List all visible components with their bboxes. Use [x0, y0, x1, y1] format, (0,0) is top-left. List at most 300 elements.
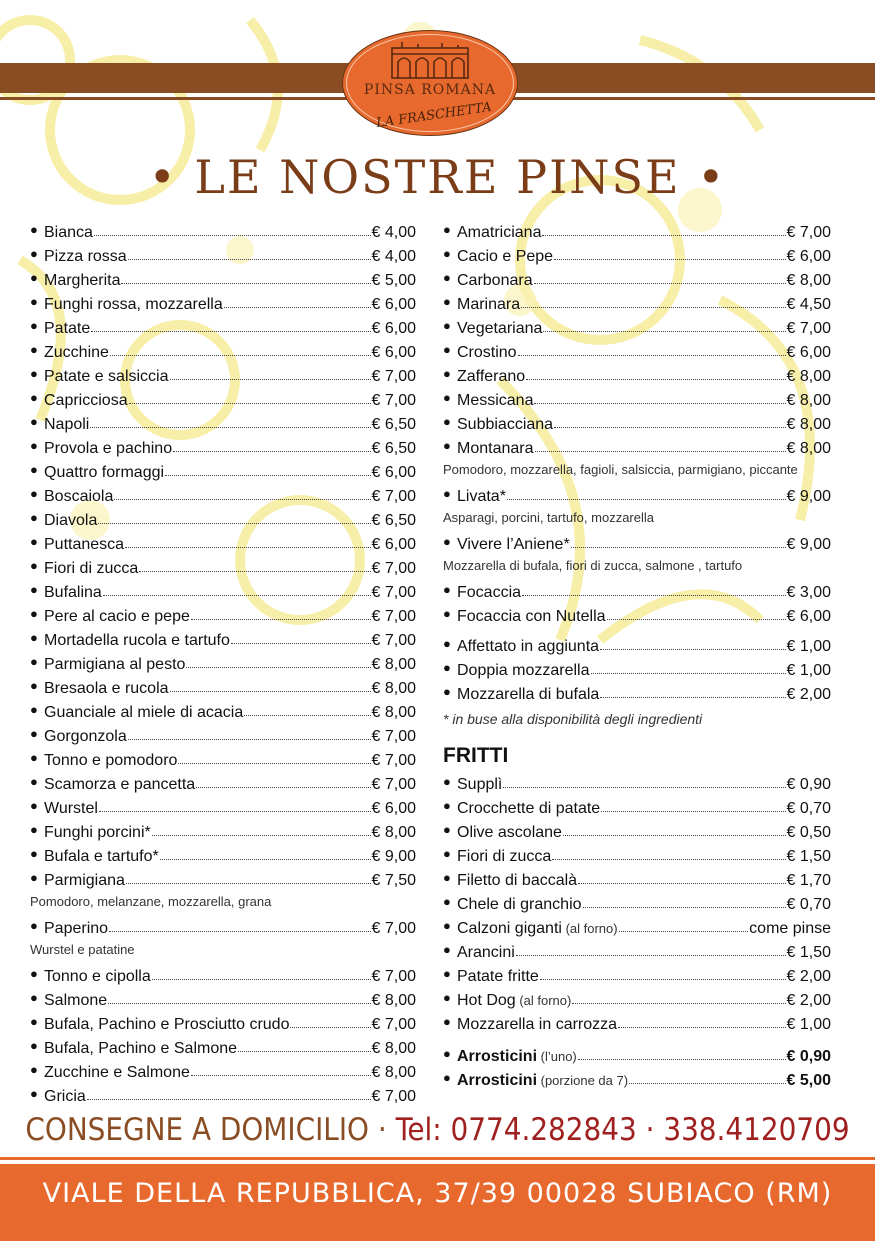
- leader-dots: [152, 834, 371, 836]
- menu-item: [443, 434, 831, 458]
- item-price: € 9,00: [786, 536, 831, 553]
- bullet-icon: ●: [30, 822, 38, 837]
- leader-dots: [128, 738, 371, 740]
- item-price: € 5,00: [371, 272, 416, 289]
- item-name: Quattro formaggi: [44, 464, 165, 481]
- item-price: € 2,00: [786, 968, 831, 985]
- leader-dots: [170, 378, 371, 380]
- item-price: € 1,50: [786, 848, 831, 865]
- bullet-icon: ●: [443, 990, 451, 1005]
- bullet-icon: ●: [30, 246, 38, 261]
- item-price: € 8,00: [371, 680, 416, 697]
- leader-dots: [518, 354, 786, 356]
- menu-item: [443, 938, 831, 962]
- bullet-icon: ●: [30, 750, 38, 765]
- item-price: € 6,50: [371, 416, 416, 433]
- section-title-fritti: FRITTI: [443, 744, 509, 767]
- leader-dots: [126, 882, 371, 884]
- menu-item: [443, 794, 831, 818]
- leader-dots: [542, 234, 785, 236]
- menu-item: [30, 962, 416, 986]
- item-name: Montanara: [457, 440, 534, 457]
- leader-dots: [224, 306, 371, 308]
- item-price: € 0,90: [786, 776, 831, 793]
- item-price: € 8,00: [371, 1064, 416, 1081]
- item-name: Guanciale al miele di acacia: [44, 704, 244, 721]
- menu-item: [30, 218, 416, 242]
- menu-column-right: [443, 218, 831, 1090]
- item-description: Wurstel e patatine: [30, 942, 135, 957]
- leader-dots: [186, 666, 370, 668]
- item-price: € 7,00: [371, 1016, 416, 1033]
- leader-dots: [516, 954, 786, 956]
- leader-dots: [139, 570, 370, 572]
- item-name: Vivere l’Aniene*: [457, 536, 570, 553]
- menu-item: [30, 266, 416, 290]
- leader-dots: [629, 1082, 785, 1084]
- leader-dots: [521, 306, 785, 308]
- bullet-icon: ●: [443, 870, 451, 885]
- item-price: € 6,00: [371, 464, 416, 481]
- tel-label: Tel:: [395, 1112, 451, 1148]
- bullet-icon: ●: [443, 342, 451, 357]
- leader-dots: [178, 762, 370, 764]
- item-price: € 8,00: [371, 704, 416, 721]
- menu-item: [443, 632, 831, 656]
- leader-dots: [91, 330, 370, 332]
- item-name: Hot Dog (al forno): [457, 992, 572, 1009]
- item-name: Tonno e cipolla: [44, 968, 151, 985]
- item-price: € 2,00: [786, 992, 831, 1009]
- item-price: € 7,00: [786, 224, 831, 241]
- item-name: Carbonara: [457, 272, 533, 289]
- item-price: € 6,00: [371, 320, 416, 337]
- bullet-icon: ●: [30, 270, 38, 285]
- leader-dots: [571, 546, 786, 548]
- bullet-icon: ●: [443, 1070, 451, 1085]
- leader-dots: [238, 1050, 371, 1052]
- bullet-icon: ●: [30, 870, 38, 885]
- item-name: Wurstel: [44, 800, 98, 817]
- menu-item: [30, 386, 416, 410]
- bullet-icon: ●: [30, 1014, 38, 1029]
- menu-item: [30, 650, 416, 674]
- item-price: € 8,00: [371, 992, 416, 1009]
- item-price: € 6,00: [786, 608, 831, 625]
- menu-column-left: [30, 218, 416, 1106]
- menu-item: [30, 242, 416, 266]
- bullet-icon: ●: [30, 582, 38, 597]
- menu-item: [443, 842, 831, 866]
- menu-item: [30, 794, 416, 818]
- leader-dots: [578, 882, 785, 884]
- bullet-icon: ●: [30, 966, 38, 981]
- leader-dots: [563, 834, 786, 836]
- leader-dots: [244, 714, 370, 716]
- leader-dots: [129, 402, 371, 404]
- leader-dots: [591, 672, 786, 674]
- item-name: Funghi porcini*: [44, 824, 151, 841]
- item-name: Chele di granchio: [457, 896, 582, 913]
- item-price: € 6,00: [371, 344, 416, 361]
- leader-dots: [534, 402, 785, 404]
- item-name: Focaccia: [457, 584, 522, 601]
- bullet-icon: ●: [30, 318, 38, 333]
- item-name: Patate fritte: [457, 968, 539, 985]
- bullet-icon: ●: [443, 438, 451, 453]
- item-extra: (porzione da 7): [537, 1073, 629, 1088]
- item-price: € 6,50: [371, 512, 416, 529]
- item-name: Bufala, Pachino e Prosciutto crudo: [44, 1016, 290, 1033]
- menu-item: [30, 746, 416, 770]
- item-name: Paperino: [44, 920, 109, 937]
- menu-item: [443, 866, 831, 890]
- leader-dots: [160, 858, 371, 860]
- bullet-icon: ●: [30, 918, 38, 933]
- item-price: € 5,00: [786, 1072, 831, 1089]
- item-name: Patate e salsiccia: [44, 368, 169, 385]
- leader-dots: [526, 378, 785, 380]
- leader-dots: [125, 546, 370, 548]
- menu-item: [443, 1066, 831, 1090]
- item-price: € 9,00: [371, 848, 416, 865]
- item-name: Scamorza e pancetta: [44, 776, 196, 793]
- item-price: € 1,00: [786, 638, 831, 655]
- bullet-icon: ●: [443, 1014, 451, 1029]
- item-name: Vegetariana: [457, 320, 543, 337]
- item-price: € 7,00: [371, 560, 416, 577]
- item-price: € 6,00: [371, 536, 416, 553]
- item-extra: (l’uno): [537, 1049, 577, 1064]
- menu-item: [30, 578, 416, 602]
- bullet-icon: ●: [30, 990, 38, 1005]
- leader-dots: [114, 498, 370, 500]
- menu-item: [30, 722, 416, 746]
- menu-item: [30, 314, 416, 338]
- item-price: € 8,00: [786, 416, 831, 433]
- logo-line-2: LA FRASCHETTA: [375, 99, 493, 132]
- menu-item: [443, 242, 831, 266]
- item-price: come pinse: [749, 920, 831, 937]
- item-description: Pomodoro, mozzarella, fagioli, salsiccia, parmigiano, piccante: [443, 462, 798, 477]
- item-name: Bresaola e rucola: [44, 680, 169, 697]
- item-name: Mozzarella di bufala: [457, 686, 600, 703]
- item-description: Pomodoro, melanzane, mozzarella, grana: [30, 894, 272, 909]
- leader-dots: [601, 810, 785, 812]
- bottom-orange-rule: [0, 1157, 875, 1160]
- menu-item: [443, 818, 831, 842]
- bullet-icon: ●: [443, 222, 451, 237]
- item-price: € 0,70: [786, 896, 831, 913]
- menu-item: [30, 1010, 416, 1034]
- item-price: € 0,50: [786, 824, 831, 841]
- item-price: € 9,00: [786, 488, 831, 505]
- menu-item: [30, 434, 416, 458]
- menu-item: [443, 962, 831, 986]
- item-price: € 7,00: [371, 920, 416, 937]
- item-name: Arrosticini (l’uno): [457, 1048, 577, 1065]
- item-name: Tonno e pomodoro: [44, 752, 178, 769]
- menu-item: [443, 602, 831, 626]
- leader-dots: [191, 618, 371, 620]
- item-price: € 8,00: [786, 392, 831, 409]
- item-name: Crostino: [457, 344, 517, 361]
- leader-dots: [110, 354, 371, 356]
- bullet-icon: ●: [30, 1062, 38, 1077]
- menu-item: [443, 338, 831, 362]
- leader-dots: [543, 330, 785, 332]
- item-name: Funghi rossa, mozzarella: [44, 296, 223, 313]
- item-price: € 7,00: [371, 968, 416, 985]
- leader-dots: [554, 426, 785, 428]
- menu-item: [443, 410, 831, 434]
- item-name: Subbiacciana: [457, 416, 554, 433]
- leader-dots: [196, 786, 370, 788]
- leader-dots: [600, 648, 785, 650]
- item-price: € 6,00: [371, 800, 416, 817]
- bullet-icon: ●: [443, 534, 451, 549]
- item-name: Margherita: [44, 272, 121, 289]
- bullet-icon: ●: [30, 1038, 38, 1053]
- menu-item: [30, 770, 416, 794]
- menu-item: [30, 554, 416, 578]
- menu-item: [30, 866, 416, 890]
- item-description: Asparagi, porcini, tartufo, mozzarella: [443, 510, 654, 525]
- item-price: € 8,00: [371, 656, 416, 673]
- item-price: € 7,00: [371, 632, 416, 649]
- menu-item: [30, 1058, 416, 1082]
- item-price: € 7,00: [371, 1088, 416, 1105]
- bullet-icon: ●: [443, 486, 451, 501]
- bullet-icon: ●: [30, 462, 38, 477]
- menu-item: [443, 1042, 831, 1066]
- item-name: Parmigiana: [44, 872, 125, 889]
- leader-dots: [98, 522, 370, 524]
- item-price: € 6,00: [786, 344, 831, 361]
- bullet-icon: ●: [30, 534, 38, 549]
- item-price: € 4,00: [371, 224, 416, 241]
- item-name: Cacio e Pepe: [457, 248, 554, 265]
- item-name: Crocchette di patate: [457, 800, 601, 817]
- bullet-icon: ●: [443, 918, 451, 933]
- bullet-icon: ●: [443, 606, 451, 621]
- leader-dots: [231, 642, 371, 644]
- item-name: Calzoni giganti (al forno): [457, 920, 618, 937]
- menu-item: [30, 1082, 416, 1106]
- menu-item: [30, 818, 416, 842]
- bullet-icon: ●: [443, 246, 451, 261]
- menu-item: [443, 314, 831, 338]
- item-price: € 7,00: [371, 608, 416, 625]
- item-price: € 7,00: [371, 368, 416, 385]
- bullet-icon: ●: [443, 798, 451, 813]
- bullet-icon: ●: [30, 678, 38, 693]
- leader-dots: [290, 1026, 370, 1028]
- menu-item: [30, 290, 416, 314]
- menu-item: [30, 506, 416, 530]
- item-name: Gorgonzola: [44, 728, 127, 745]
- leader-dots: [572, 1002, 785, 1004]
- item-name: Zafferano: [457, 368, 526, 385]
- menu-item: [443, 1010, 831, 1034]
- item-price: € 6,00: [371, 296, 416, 313]
- restaurant-logo: [342, 30, 520, 140]
- leader-dots: [552, 858, 785, 860]
- item-name: Bianca: [44, 224, 93, 241]
- item-name: Livata*: [457, 488, 506, 505]
- item-name: Arancini: [457, 944, 515, 961]
- leader-dots: [535, 450, 786, 452]
- item-price: € 8,00: [371, 824, 416, 841]
- item-name: Zucchine: [44, 344, 109, 361]
- delivery-label: CONSEGNE A DOMICILIO ·: [25, 1112, 396, 1148]
- item-name: Marinara: [457, 296, 521, 313]
- bullet-icon: ●: [30, 342, 38, 357]
- item-extra: (al forno): [515, 993, 572, 1008]
- bullet-icon: ●: [443, 684, 451, 699]
- item-name: Doppia mozzarella: [457, 662, 590, 679]
- item-price: € 7,00: [371, 584, 416, 601]
- menu-item: [30, 986, 416, 1010]
- leader-dots: [607, 618, 786, 620]
- bullet-icon: ●: [443, 774, 451, 789]
- item-price: € 1,00: [786, 1016, 831, 1033]
- item-price: € 7,00: [371, 392, 416, 409]
- menu-item: [30, 338, 416, 362]
- menu-item: [443, 914, 831, 938]
- bullet-icon: ●: [30, 486, 38, 501]
- menu-item: [30, 1034, 416, 1058]
- menu-item: [443, 890, 831, 914]
- item-name: Arrosticini (porzione da 7): [457, 1072, 629, 1089]
- item-price: € 8,00: [786, 272, 831, 289]
- menu-item: [30, 362, 416, 386]
- spacer: [443, 1034, 831, 1042]
- bullet-icon: ●: [443, 942, 451, 957]
- leader-dots: [121, 282, 370, 284]
- item-name: Mortadella rucola e tartufo: [44, 632, 230, 649]
- leader-dots: [619, 930, 749, 932]
- bullet-icon: ●: [30, 606, 38, 621]
- item-name: Capricciosa: [44, 392, 128, 409]
- leader-dots: [109, 930, 370, 932]
- item-name: Amatriciana: [457, 224, 542, 241]
- leader-dots: [94, 234, 371, 236]
- logo-line-1: PINSA ROMANA: [363, 82, 497, 98]
- menu-item: [30, 530, 416, 554]
- bullet-icon: ●: [443, 318, 451, 333]
- bullet-icon: ●: [30, 438, 38, 453]
- bullet-icon: ●: [30, 654, 38, 669]
- leader-dots: [99, 810, 371, 812]
- item-name: Bufala, Pachino e Salmone: [44, 1040, 238, 1057]
- bullet-icon: ●: [30, 702, 38, 717]
- item-price: € 7,00: [371, 752, 416, 769]
- menu-item: [443, 218, 831, 242]
- item-name: Pizza rossa: [44, 248, 127, 265]
- bullet-icon: ●: [443, 894, 451, 909]
- bullet-icon: ●: [30, 366, 38, 381]
- leader-dots: [522, 594, 785, 596]
- bullet-icon: ●: [30, 294, 38, 309]
- bullet-icon: ●: [30, 510, 38, 525]
- item-name: Supplì: [457, 776, 503, 793]
- bullet-icon: ●: [443, 846, 451, 861]
- item-price: € 1,50: [786, 944, 831, 961]
- menu-item: [30, 410, 416, 434]
- item-name: Parmigiana al pesto: [44, 656, 186, 673]
- item-price: € 7,00: [371, 776, 416, 793]
- leader-dots: [108, 1002, 370, 1004]
- leader-dots: [600, 696, 785, 698]
- leader-dots: [534, 282, 786, 284]
- item-price: € 8,00: [371, 1040, 416, 1057]
- leader-dots: [128, 258, 371, 260]
- menu-item: [30, 626, 416, 650]
- item-price: € 8,00: [786, 368, 831, 385]
- item-price: € 7,00: [371, 728, 416, 745]
- menu-item: [443, 290, 831, 314]
- item-price: € 6,50: [371, 440, 416, 457]
- bullet-icon: ●: [443, 1046, 451, 1061]
- item-name: Gricia: [44, 1088, 86, 1105]
- delivery-contact: [0, 1112, 875, 1148]
- bullet-icon: ●: [443, 366, 451, 381]
- leader-dots: [90, 426, 370, 428]
- leader-dots: [87, 1098, 371, 1100]
- bullet-icon: ●: [30, 222, 38, 237]
- item-extra: (al forno): [561, 921, 618, 936]
- item-price: € 6,00: [786, 248, 831, 265]
- bullet-icon: ●: [30, 558, 38, 573]
- item-name: Affettato in aggiunta: [457, 638, 600, 655]
- bullet-icon: ●: [443, 636, 451, 651]
- bullet-icon: ●: [30, 1086, 38, 1101]
- menu-item: [443, 530, 831, 554]
- item-price: € 4,50: [786, 296, 831, 313]
- bullet-icon: ●: [443, 966, 451, 981]
- menu-item: [443, 680, 831, 704]
- item-name: Filetto di baccalà: [457, 872, 578, 889]
- item-name: Mozzarella in carrozza: [457, 1016, 618, 1033]
- menu-item: [443, 656, 831, 680]
- menu-item: [443, 482, 831, 506]
- address: VIALE DELLA REPUBBLICA, 37/39 00028 SUBIACO (RM): [42, 1178, 833, 1209]
- leader-dots: [170, 690, 371, 692]
- bullet-icon: ●: [443, 390, 451, 405]
- item-name: Boscaiola: [44, 488, 114, 505]
- item-name: Pere al cacio e pepe: [44, 608, 190, 625]
- menu-item: [443, 770, 831, 794]
- bullet-icon: ●: [30, 726, 38, 741]
- menu-item: [443, 362, 831, 386]
- bullet-icon: ●: [30, 846, 38, 861]
- leader-dots: [540, 978, 786, 980]
- leader-dots: [503, 786, 785, 788]
- leader-dots: [578, 1058, 786, 1060]
- bullet-icon: ●: [30, 798, 38, 813]
- item-name: Salmone: [44, 992, 108, 1009]
- leader-dots: [152, 978, 371, 980]
- item-price: € 7,50: [371, 872, 416, 889]
- page-title: • LE NOSTRE PINSE •: [148, 150, 727, 204]
- leader-dots: [554, 258, 785, 260]
- bullet-icon: ●: [443, 270, 451, 285]
- item-name: Fiori di zucca: [44, 560, 139, 577]
- item-name: Puttanesca: [44, 536, 125, 553]
- bullet-icon: ●: [30, 630, 38, 645]
- item-price: € 3,00: [786, 584, 831, 601]
